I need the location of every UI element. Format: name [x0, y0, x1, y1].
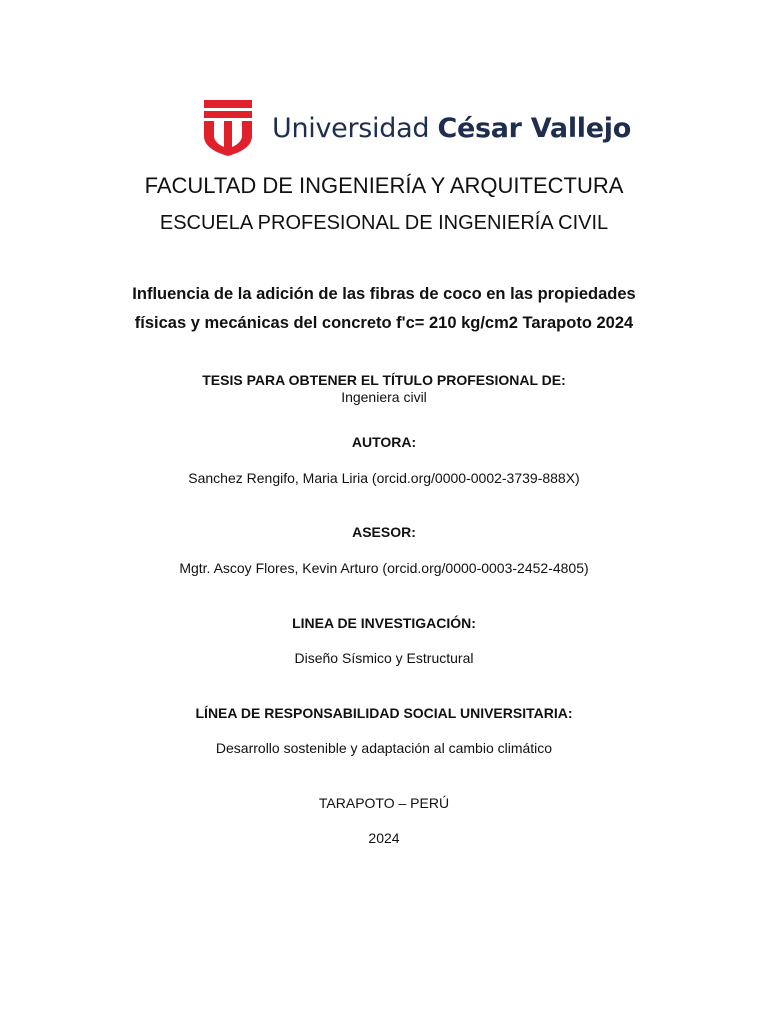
social-line-value: Desarrollo sostenible y adaptación al cambio climático [215, 740, 553, 756]
author-value: Sanchez Rengifo, Maria Liria (orcid.org/0000-0002-3739-888X) [188, 470, 580, 486]
place: TARAPOTO – PERÚ [318, 795, 450, 811]
university-shield-icon [204, 100, 252, 156]
degree-value: Ingeniera civil [341, 389, 427, 405]
research-line-value: Diseño Sísmico y Estructural [294, 650, 474, 666]
university-logo [204, 100, 631, 156]
degree-label: TESIS PARA OBTENER EL TÍTULO PROFESIONAL DE: [202, 372, 566, 388]
thesis-title-line-1: Influencia de la adición de las fibras de coco en las propiedades [132, 285, 636, 303]
thesis-title-line-2: físicas y mecánicas del concreto f'c= 210 kg/cm2 Tarapoto 2024 [134, 314, 634, 332]
university-name-light: Universidad [272, 112, 430, 144]
author-label: AUTORA: [351, 434, 417, 450]
advisor-label: ASESOR: [352, 524, 416, 540]
university-name [272, 113, 631, 144]
year: 2024 [368, 830, 400, 846]
university-name-bold: César Vallejo [437, 112, 631, 144]
faculty-heading: FACULTAD DE INGENIERÍA Y ARQUITECTURA [144, 173, 624, 198]
social-line-label: LÍNEA DE RESPONSABILIDAD SOCIAL UNIVERSITARIA: [195, 705, 573, 721]
research-line-label: LINEA DE INVESTIGACIÓN: [292, 615, 476, 631]
school-heading: ESCUELA PROFESIONAL DE INGENIERÍA CIVIL [159, 212, 609, 234]
advisor-value: Mgtr. Ascoy Flores, Kevin Arturo (orcid.org/0000-0003-2452-4805) [179, 560, 589, 576]
